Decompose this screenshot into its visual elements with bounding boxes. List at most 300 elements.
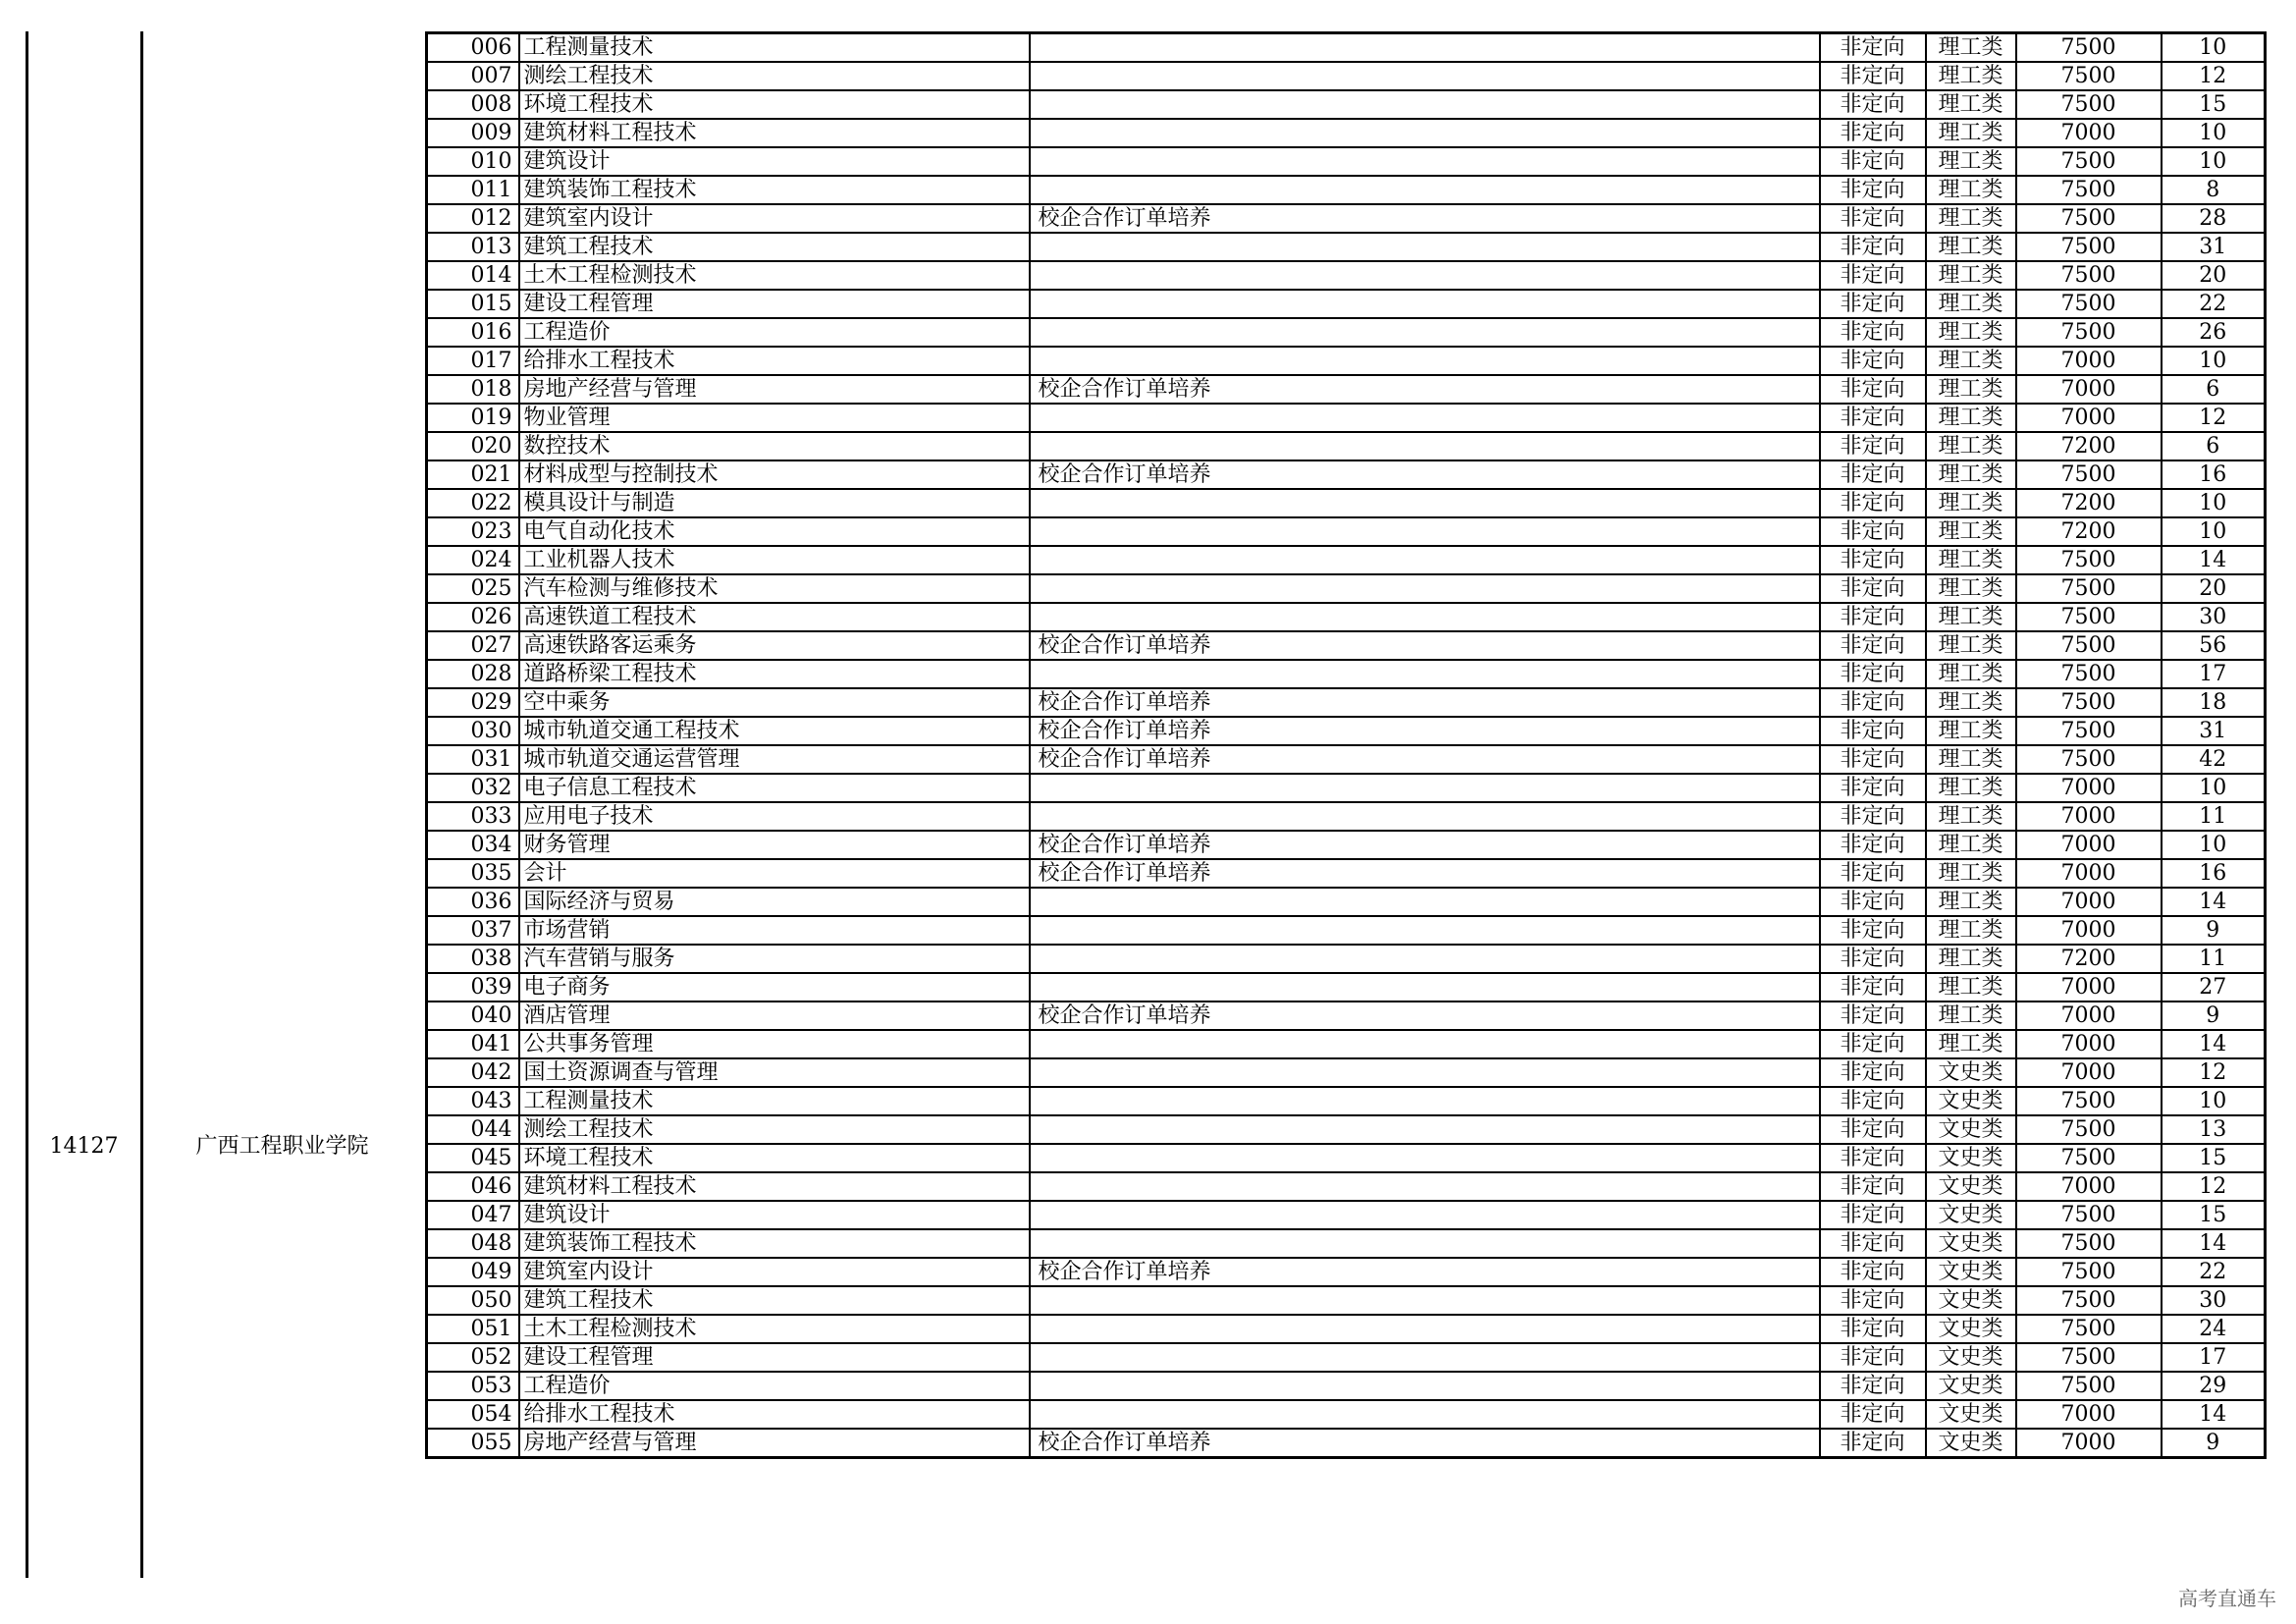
- plan-count-cell: 11: [2162, 802, 2266, 831]
- major-name-cell: 电气自动化技术: [519, 517, 1030, 546]
- table-row: [427, 1286, 2266, 1315]
- tuition-fee-cell: 7000: [2016, 802, 2162, 831]
- tuition-fee-cell: 7000: [2016, 1400, 2162, 1429]
- plan-count-cell: 22: [2162, 1258, 2266, 1286]
- direction-cell: 非定向: [1820, 688, 1926, 717]
- major-code-cell: 054: [427, 1400, 519, 1429]
- category-cell: 文史类: [1926, 1201, 2016, 1229]
- tuition-fee-cell: 7000: [2016, 1429, 2162, 1458]
- major-name-cell: 应用电子技术: [519, 802, 1030, 831]
- major-code-cell: 041: [427, 1030, 519, 1058]
- category-cell: 理工类: [1926, 119, 2016, 147]
- tuition-fee-cell: 7000: [2016, 347, 2162, 375]
- tuition-fee-cell: 7000: [2016, 859, 2162, 888]
- plan-count-cell: 16: [2162, 859, 2266, 888]
- category-cell: 理工类: [1926, 233, 2016, 261]
- table-row: [427, 1144, 2266, 1172]
- category-cell: 理工类: [1926, 432, 2016, 460]
- table-row: [427, 62, 2266, 90]
- major-name-cell: 房地产经营与管理: [519, 1429, 1030, 1458]
- tuition-fee-cell: 7500: [2016, 1286, 2162, 1315]
- plan-count-cell: 15: [2162, 1201, 2266, 1229]
- major-code-cell: 007: [427, 62, 519, 90]
- major-name-cell: 给排水工程技术: [519, 347, 1030, 375]
- category-cell: 理工类: [1926, 290, 2016, 318]
- major-code-cell: 033: [427, 802, 519, 831]
- tuition-fee-cell: 7200: [2016, 489, 2162, 517]
- tuition-fee-cell: 7500: [2016, 688, 2162, 717]
- category-cell: 理工类: [1926, 1030, 2016, 1058]
- plan-count-cell: 10: [2162, 347, 2266, 375]
- table-row: [427, 290, 2266, 318]
- major-code-cell: 049: [427, 1258, 519, 1286]
- direction-cell: 非定向: [1820, 432, 1926, 460]
- major-note-cell: [1030, 1229, 1820, 1258]
- direction-cell: 非定向: [1820, 290, 1926, 318]
- plan-count-cell: 9: [2162, 916, 2266, 945]
- plan-count-cell: 14: [2162, 888, 2266, 916]
- tuition-fee-cell: 7500: [2016, 745, 2162, 774]
- major-code-cell: 024: [427, 546, 519, 574]
- major-name-cell: 建设工程管理: [519, 290, 1030, 318]
- direction-cell: 非定向: [1820, 233, 1926, 261]
- major-name-cell: 土木工程检测技术: [519, 261, 1030, 290]
- table-row: [427, 603, 2266, 631]
- category-cell: 文史类: [1926, 1343, 2016, 1372]
- table-row: [427, 432, 2266, 460]
- tuition-fee-cell: 7000: [2016, 888, 2162, 916]
- table-row: [427, 33, 2266, 63]
- category-cell: 理工类: [1926, 176, 2016, 204]
- major-code-cell: 036: [427, 888, 519, 916]
- major-name-cell: 国土资源调查与管理: [519, 1058, 1030, 1087]
- major-note-cell: 校企合作订单培养: [1030, 688, 1820, 717]
- major-name-cell: 环境工程技术: [519, 1144, 1030, 1172]
- major-code-cell: 046: [427, 1172, 519, 1201]
- major-note-cell: [1030, 1172, 1820, 1201]
- major-note-cell: 校企合作订单培养: [1030, 460, 1820, 489]
- plan-count-cell: 9: [2162, 1001, 2266, 1030]
- major-code-cell: 013: [427, 233, 519, 261]
- table-row: [427, 517, 2266, 546]
- table-row: [427, 888, 2266, 916]
- category-cell: 理工类: [1926, 404, 2016, 432]
- major-code-cell: 028: [427, 660, 519, 688]
- table-row: [427, 916, 2266, 945]
- tuition-fee-cell: 7500: [2016, 290, 2162, 318]
- table-row: [427, 546, 2266, 574]
- category-cell: 理工类: [1926, 973, 2016, 1001]
- major-note-cell: 校企合作订单培养: [1030, 375, 1820, 404]
- plan-count-cell: 20: [2162, 574, 2266, 603]
- tuition-fee-cell: 7000: [2016, 404, 2162, 432]
- major-name-cell: 测绘工程技术: [519, 62, 1030, 90]
- major-name-cell: 城市轨道交通工程技术: [519, 717, 1030, 745]
- plan-count-cell: 10: [2162, 33, 2266, 63]
- major-code-cell: 019: [427, 404, 519, 432]
- major-code-cell: 022: [427, 489, 519, 517]
- table-row: [427, 660, 2266, 688]
- school-name: 广西工程职业学院: [195, 1134, 369, 1159]
- plan-count-cell: 17: [2162, 660, 2266, 688]
- major-name-cell: 市场营销: [519, 916, 1030, 945]
- tuition-fee-cell: 7500: [2016, 717, 2162, 745]
- major-name-cell: 汽车检测与维修技术: [519, 574, 1030, 603]
- tuition-fee-cell: 7500: [2016, 233, 2162, 261]
- table-row: [427, 1172, 2266, 1201]
- table-row: [427, 802, 2266, 831]
- category-cell: 文史类: [1926, 1429, 2016, 1458]
- plan-count-cell: 11: [2162, 945, 2266, 973]
- plan-count-cell: 26: [2162, 318, 2266, 347]
- table-row: [427, 1343, 2266, 1372]
- category-cell: 理工类: [1926, 460, 2016, 489]
- direction-cell: 非定向: [1820, 1372, 1926, 1400]
- major-note-cell: [1030, 546, 1820, 574]
- major-code-cell: 038: [427, 945, 519, 973]
- plan-count-cell: 8: [2162, 176, 2266, 204]
- major-code-cell: 014: [427, 261, 519, 290]
- major-code-cell: 017: [427, 347, 519, 375]
- category-cell: 理工类: [1926, 631, 2016, 660]
- tuition-fee-cell: 7500: [2016, 1315, 2162, 1343]
- major-name-cell: 环境工程技术: [519, 90, 1030, 119]
- direction-cell: 非定向: [1820, 1172, 1926, 1201]
- plan-count-cell: 24: [2162, 1315, 2266, 1343]
- major-name-cell: 测绘工程技术: [519, 1115, 1030, 1144]
- major-name-cell: 数控技术: [519, 432, 1030, 460]
- major-name-cell: 工程造价: [519, 1372, 1030, 1400]
- tuition-fee-cell: 7500: [2016, 33, 2162, 63]
- direction-cell: 非定向: [1820, 1030, 1926, 1058]
- category-cell: 理工类: [1926, 318, 2016, 347]
- tuition-fee-cell: 7000: [2016, 1058, 2162, 1087]
- table-row: [427, 1400, 2266, 1429]
- table-row: [427, 973, 2266, 1001]
- major-code-cell: 040: [427, 1001, 519, 1030]
- table-row: [427, 261, 2266, 290]
- table-row: [427, 233, 2266, 261]
- category-cell: 理工类: [1926, 688, 2016, 717]
- table-row: [427, 147, 2266, 176]
- major-name-cell: 建筑材料工程技术: [519, 1172, 1030, 1201]
- major-code-cell: 053: [427, 1372, 519, 1400]
- category-cell: 文史类: [1926, 1258, 2016, 1286]
- category-cell: 理工类: [1926, 261, 2016, 290]
- category-cell: 理工类: [1926, 204, 2016, 233]
- table-row: [427, 631, 2266, 660]
- direction-cell: 非定向: [1820, 1258, 1926, 1286]
- category-cell: 理工类: [1926, 147, 2016, 176]
- code-column-divider: [140, 31, 143, 1578]
- major-code-cell: 048: [427, 1229, 519, 1258]
- table-row: [427, 1372, 2266, 1400]
- direction-cell: 非定向: [1820, 204, 1926, 233]
- school-code: 14127: [49, 1134, 119, 1159]
- direction-cell: 非定向: [1820, 119, 1926, 147]
- major-name-cell: 高速铁路客运乘务: [519, 631, 1030, 660]
- tuition-fee-cell: 7500: [2016, 147, 2162, 176]
- direction-cell: 非定向: [1820, 1087, 1926, 1115]
- tuition-fee-cell: 7500: [2016, 660, 2162, 688]
- major-name-cell: 电子商务: [519, 973, 1030, 1001]
- direction-cell: 非定向: [1820, 1144, 1926, 1172]
- major-note-cell: [1030, 517, 1820, 546]
- major-code-cell: 051: [427, 1315, 519, 1343]
- major-note-cell: [1030, 347, 1820, 375]
- major-note-cell: 校企合作订单培养: [1030, 631, 1820, 660]
- tuition-fee-cell: 7000: [2016, 973, 2162, 1001]
- major-code-cell: 039: [427, 973, 519, 1001]
- plan-count-cell: 14: [2162, 1229, 2266, 1258]
- plan-count-cell: 10: [2162, 147, 2266, 176]
- category-cell: 文史类: [1926, 1315, 2016, 1343]
- plan-count-cell: 20: [2162, 261, 2266, 290]
- direction-cell: 非定向: [1820, 517, 1926, 546]
- plan-count-cell: 31: [2162, 233, 2266, 261]
- plan-count-cell: 27: [2162, 973, 2266, 1001]
- plan-count-cell: 14: [2162, 1030, 2266, 1058]
- major-name-cell: 模具设计与制造: [519, 489, 1030, 517]
- tuition-fee-cell: 7000: [2016, 774, 2162, 802]
- major-note-cell: [1030, 1343, 1820, 1372]
- major-note-cell: [1030, 1201, 1820, 1229]
- major-name-cell: 建筑装饰工程技术: [519, 1229, 1030, 1258]
- table-row: [427, 375, 2266, 404]
- tuition-fee-cell: 7200: [2016, 945, 2162, 973]
- major-code-cell: 016: [427, 318, 519, 347]
- major-note-cell: [1030, 1058, 1820, 1087]
- major-note-cell: [1030, 261, 1820, 290]
- major-note-cell: [1030, 233, 1820, 261]
- major-note-cell: [1030, 1115, 1820, 1144]
- major-name-cell: 建筑材料工程技术: [519, 119, 1030, 147]
- plan-count-cell: 31: [2162, 717, 2266, 745]
- major-note-cell: [1030, 1144, 1820, 1172]
- major-code-cell: 006: [427, 33, 519, 63]
- major-note-cell: [1030, 888, 1820, 916]
- major-note-cell: [1030, 973, 1820, 1001]
- plan-count-cell: 15: [2162, 1144, 2266, 1172]
- major-code-cell: 034: [427, 831, 519, 859]
- major-code-cell: 009: [427, 119, 519, 147]
- table-row: [427, 774, 2266, 802]
- major-code-cell: 030: [427, 717, 519, 745]
- major-note-cell: 校企合作订单培养: [1030, 204, 1820, 233]
- table-row: [427, 176, 2266, 204]
- tuition-fee-cell: 7500: [2016, 1115, 2162, 1144]
- category-cell: 理工类: [1926, 517, 2016, 546]
- major-note-cell: [1030, 176, 1820, 204]
- tuition-fee-cell: 7500: [2016, 1087, 2162, 1115]
- direction-cell: 非定向: [1820, 62, 1926, 90]
- major-code-cell: 018: [427, 375, 519, 404]
- major-note-cell: 校企合作订单培养: [1030, 717, 1820, 745]
- major-note-cell: 校企合作订单培养: [1030, 859, 1820, 888]
- table-row: [427, 831, 2266, 859]
- tuition-fee-cell: 7200: [2016, 432, 2162, 460]
- major-name-cell: 道路桥梁工程技术: [519, 660, 1030, 688]
- major-name-cell: 空中乘务: [519, 688, 1030, 717]
- tuition-fee-cell: 7500: [2016, 574, 2162, 603]
- tuition-fee-cell: 7000: [2016, 375, 2162, 404]
- direction-cell: 非定向: [1820, 176, 1926, 204]
- table-row: [427, 745, 2266, 774]
- major-name-cell: 建设工程管理: [519, 1343, 1030, 1372]
- tuition-fee-cell: 7500: [2016, 1258, 2162, 1286]
- table-row: [427, 1229, 2266, 1258]
- plan-count-cell: 12: [2162, 1172, 2266, 1201]
- direction-cell: 非定向: [1820, 888, 1926, 916]
- tuition-fee-cell: 7500: [2016, 261, 2162, 290]
- table-row: [427, 1001, 2266, 1030]
- direction-cell: 非定向: [1820, 945, 1926, 973]
- tuition-fee-cell: 7500: [2016, 90, 2162, 119]
- table-row: [427, 404, 2266, 432]
- major-note-cell: [1030, 119, 1820, 147]
- table-row: [427, 204, 2266, 233]
- table-row: [427, 347, 2266, 375]
- tuition-fee-cell: 7500: [2016, 546, 2162, 574]
- major-note-cell: 校企合作订单培养: [1030, 831, 1820, 859]
- category-cell: 文史类: [1926, 1087, 2016, 1115]
- tuition-fee-cell: 7000: [2016, 119, 2162, 147]
- major-name-cell: 房地产经营与管理: [519, 375, 1030, 404]
- major-name-cell: 工程造价: [519, 318, 1030, 347]
- category-cell: 理工类: [1926, 717, 2016, 745]
- watermark-text: 高考直通车: [2178, 1587, 2276, 1610]
- major-code-cell: 035: [427, 859, 519, 888]
- tuition-fee-cell: 7500: [2016, 460, 2162, 489]
- category-cell: 理工类: [1926, 774, 2016, 802]
- major-note-cell: [1030, 489, 1820, 517]
- direction-cell: 非定向: [1820, 660, 1926, 688]
- major-name-cell: 高速铁道工程技术: [519, 603, 1030, 631]
- major-name-cell: 建筑设计: [519, 147, 1030, 176]
- major-code-cell: 047: [427, 1201, 519, 1229]
- category-cell: 理工类: [1926, 603, 2016, 631]
- major-note-cell: [1030, 432, 1820, 460]
- major-name-cell: 工程测量技术: [519, 1087, 1030, 1115]
- plan-count-cell: 15: [2162, 90, 2266, 119]
- major-name-cell: 建筑工程技术: [519, 1286, 1030, 1315]
- tuition-fee-cell: 7500: [2016, 318, 2162, 347]
- table-row: [427, 945, 2266, 973]
- major-name-cell: 给排水工程技术: [519, 1400, 1030, 1429]
- major-note-cell: 校企合作订单培养: [1030, 1001, 1820, 1030]
- tuition-fee-cell: 7500: [2016, 1372, 2162, 1400]
- plan-count-cell: 12: [2162, 62, 2266, 90]
- major-note-cell: [1030, 147, 1820, 176]
- major-code-cell: 042: [427, 1058, 519, 1087]
- direction-cell: 非定向: [1820, 603, 1926, 631]
- table-row: [427, 1429, 2266, 1458]
- major-code-cell: 044: [427, 1115, 519, 1144]
- major-name-cell: 物业管理: [519, 404, 1030, 432]
- major-note-cell: [1030, 802, 1820, 831]
- major-code-cell: 025: [427, 574, 519, 603]
- direction-cell: 非定向: [1820, 1343, 1926, 1372]
- plan-count-cell: 30: [2162, 1286, 2266, 1315]
- plan-count-cell: 6: [2162, 432, 2266, 460]
- major-name-cell: 国际经济与贸易: [519, 888, 1030, 916]
- tuition-fee-cell: 7000: [2016, 916, 2162, 945]
- direction-cell: 非定向: [1820, 90, 1926, 119]
- major-note-cell: [1030, 916, 1820, 945]
- direction-cell: 非定向: [1820, 261, 1926, 290]
- major-note-cell: [1030, 574, 1820, 603]
- table-row: [427, 90, 2266, 119]
- direction-cell: 非定向: [1820, 1315, 1926, 1343]
- major-code-cell: 012: [427, 204, 519, 233]
- tuition-fee-cell: 7500: [2016, 176, 2162, 204]
- major-name-cell: 土木工程检测技术: [519, 1315, 1030, 1343]
- direction-cell: 非定向: [1820, 631, 1926, 660]
- major-name-cell: 建筑设计: [519, 1201, 1030, 1229]
- plan-count-cell: 22: [2162, 290, 2266, 318]
- direction-cell: 非定向: [1820, 546, 1926, 574]
- major-note-cell: 校企合作订单培养: [1030, 745, 1820, 774]
- major-note-cell: [1030, 603, 1820, 631]
- major-name-cell: 汽车营销与服务: [519, 945, 1030, 973]
- table-row: [427, 688, 2266, 717]
- direction-cell: 非定向: [1820, 973, 1926, 1001]
- major-note-cell: [1030, 1372, 1820, 1400]
- table-row: [427, 717, 2266, 745]
- category-cell: 理工类: [1926, 916, 2016, 945]
- major-code-cell: 011: [427, 176, 519, 204]
- major-note-cell: [1030, 1286, 1820, 1315]
- category-cell: 理工类: [1926, 546, 2016, 574]
- category-cell: 理工类: [1926, 660, 2016, 688]
- table-row: [427, 1315, 2266, 1343]
- plan-count-cell: 6: [2162, 375, 2266, 404]
- table-row: [427, 318, 2266, 347]
- major-note-cell: [1030, 1400, 1820, 1429]
- major-note-cell: [1030, 62, 1820, 90]
- tuition-fee-cell: 7500: [2016, 62, 2162, 90]
- plan-count-cell: 18: [2162, 688, 2266, 717]
- direction-cell: 非定向: [1820, 460, 1926, 489]
- direction-cell: 非定向: [1820, 347, 1926, 375]
- tuition-fee-cell: 7500: [2016, 1201, 2162, 1229]
- direction-cell: 非定向: [1820, 1201, 1926, 1229]
- major-code-cell: 023: [427, 517, 519, 546]
- direction-cell: 非定向: [1820, 1115, 1926, 1144]
- category-cell: 理工类: [1926, 1001, 2016, 1030]
- table-row: [427, 1030, 2266, 1058]
- category-cell: 理工类: [1926, 831, 2016, 859]
- major-code-cell: 055: [427, 1429, 519, 1458]
- category-cell: 文史类: [1926, 1058, 2016, 1087]
- tuition-fee-cell: 7500: [2016, 1229, 2162, 1258]
- major-name-cell: 财务管理: [519, 831, 1030, 859]
- major-code-cell: 026: [427, 603, 519, 631]
- major-code-cell: 015: [427, 290, 519, 318]
- category-cell: 理工类: [1926, 489, 2016, 517]
- major-name-cell: 建筑室内设计: [519, 1258, 1030, 1286]
- major-code-cell: 029: [427, 688, 519, 717]
- table-row: [427, 489, 2266, 517]
- category-cell: 理工类: [1926, 802, 2016, 831]
- direction-cell: 非定向: [1820, 404, 1926, 432]
- left-border-line: [26, 31, 28, 1578]
- tuition-fee-cell: 7200: [2016, 517, 2162, 546]
- major-name-cell: 会计: [519, 859, 1030, 888]
- table-row: [427, 1087, 2266, 1115]
- major-note-cell: 校企合作订单培养: [1030, 1258, 1820, 1286]
- plan-count-cell: 10: [2162, 831, 2266, 859]
